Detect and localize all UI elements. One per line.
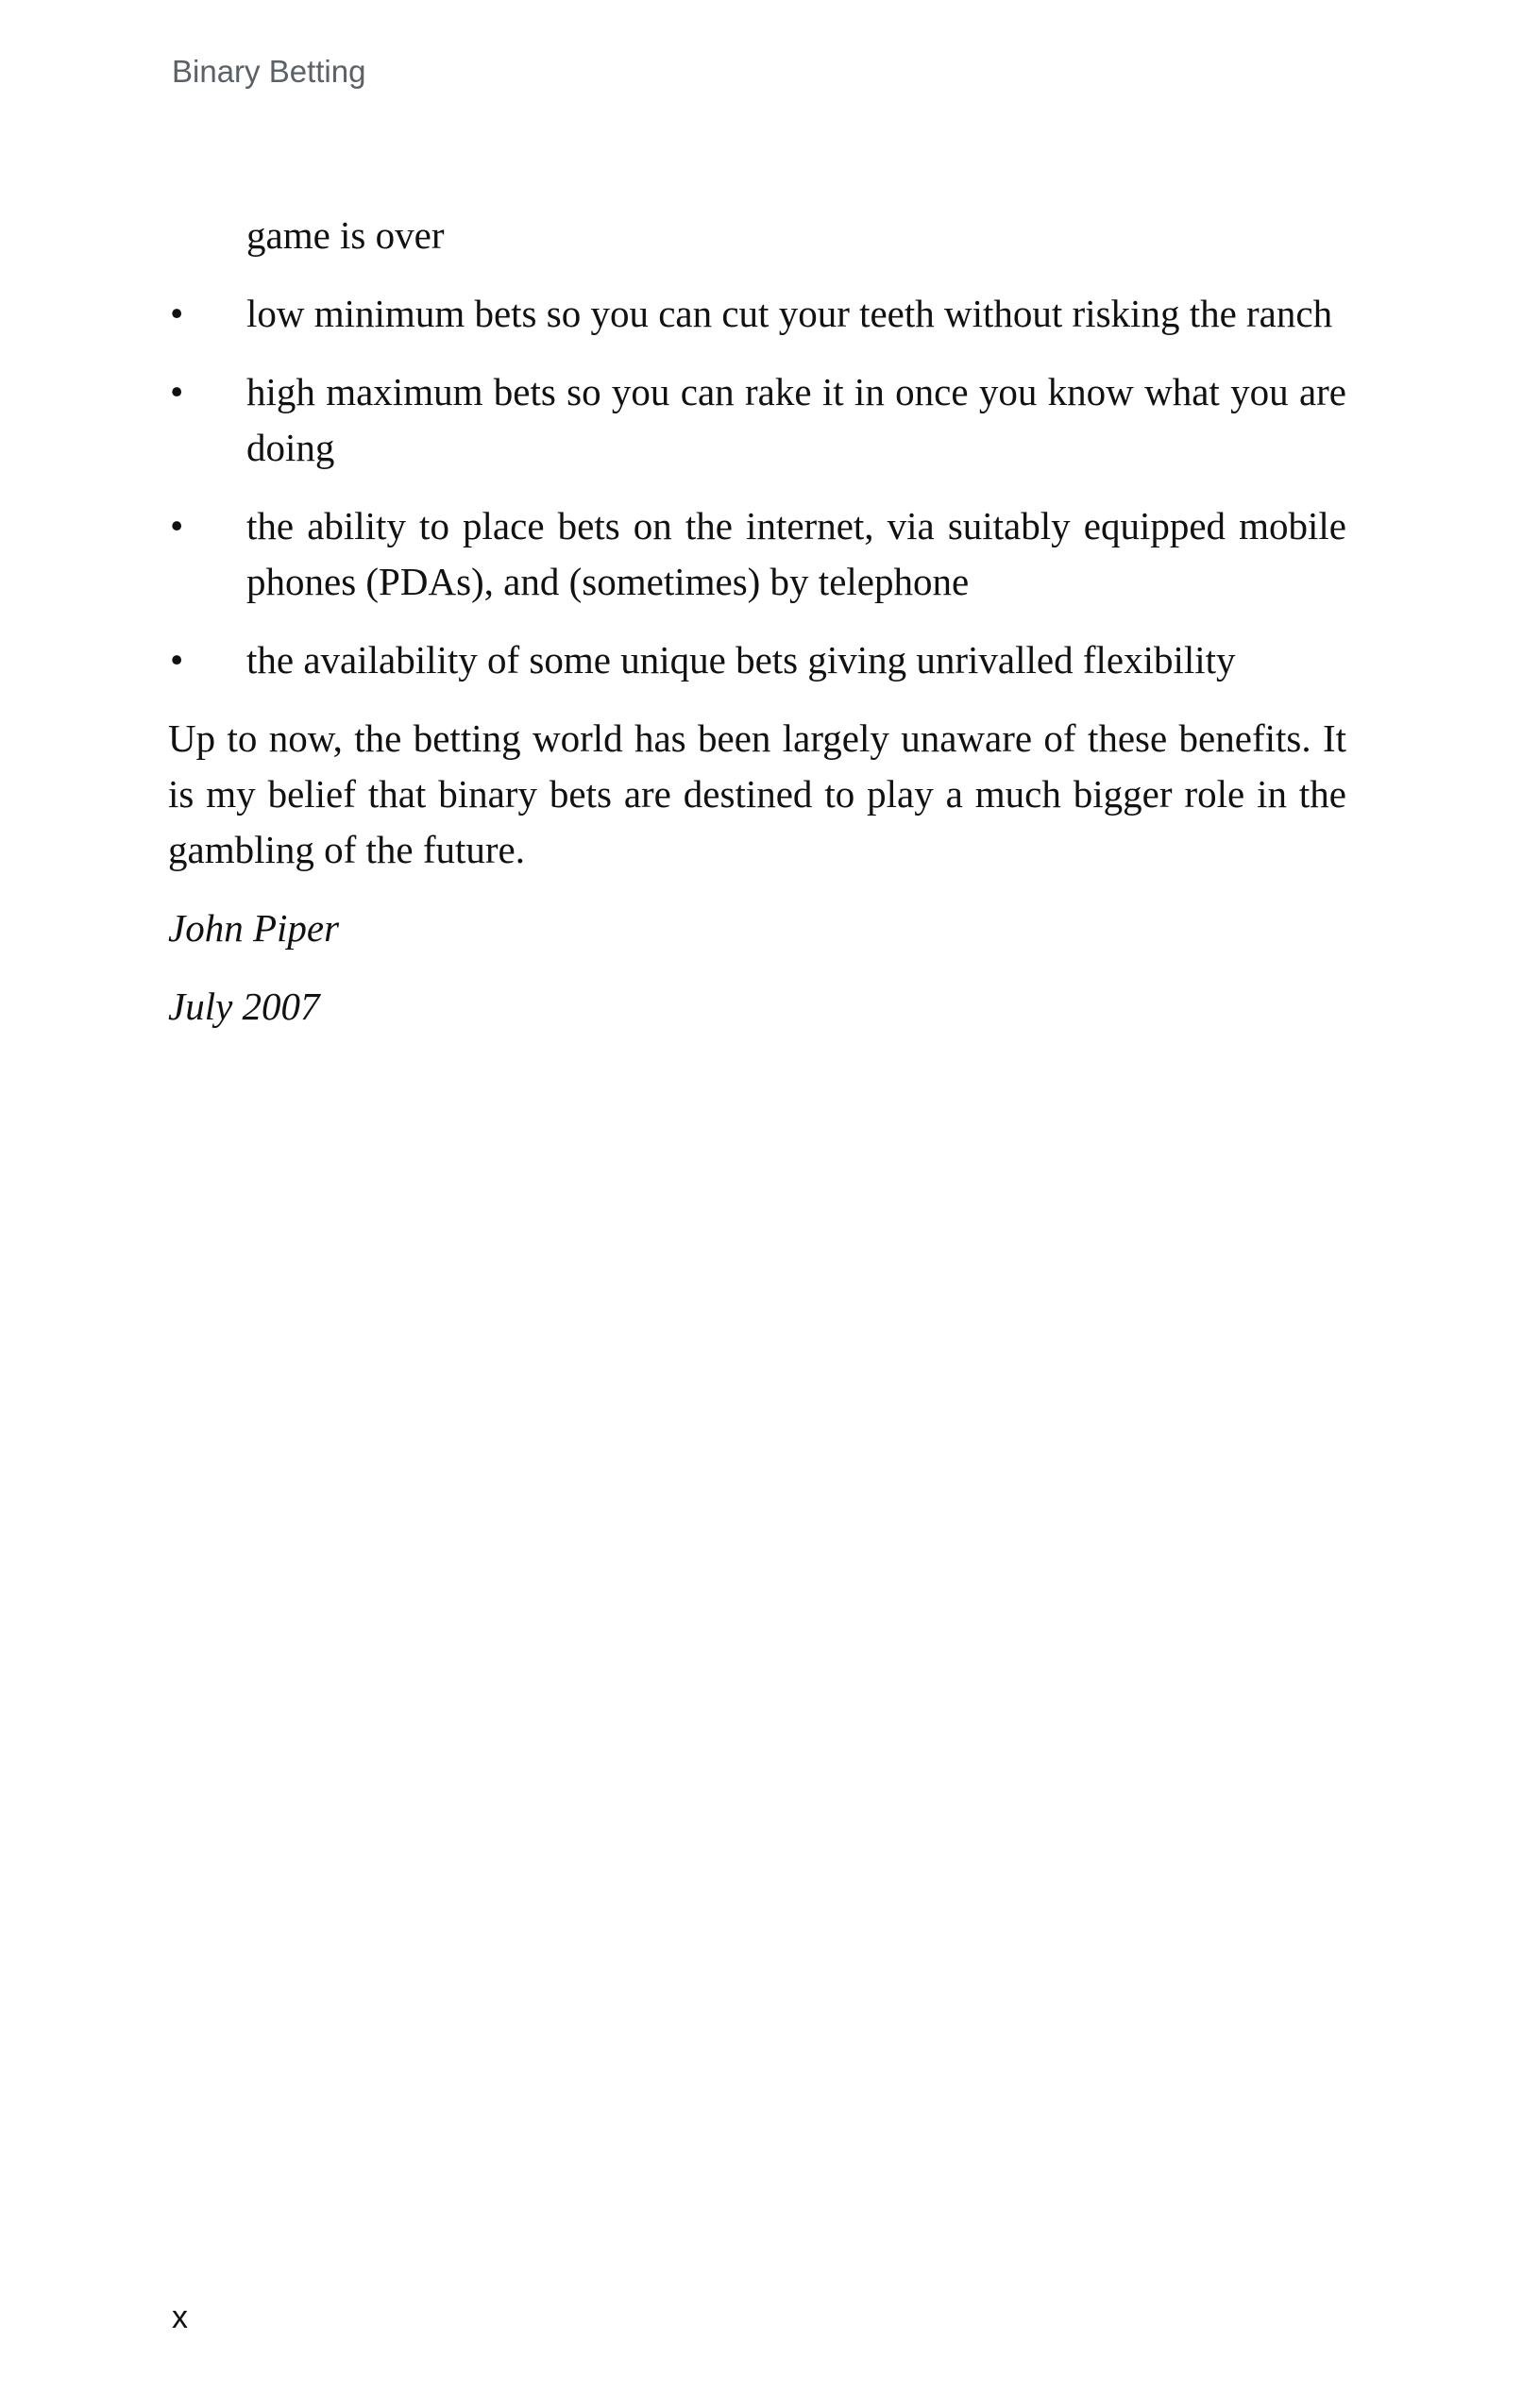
- bullet-icon: •: [170, 292, 184, 335]
- list-item: [168, 632, 1346, 688]
- benefits-list: [168, 286, 1346, 688]
- bullet-icon: •: [170, 504, 184, 547]
- bullet-icon: •: [170, 638, 184, 682]
- list-item: [168, 498, 1346, 610]
- list-item-text: high maximum bets so you can rake it in once you know what you are doing: [246, 370, 1346, 469]
- signature-date: July 2007: [168, 985, 320, 1028]
- author-signature: John Piper: [168, 906, 340, 950]
- list-item-text: the ability to place bets on the internet, via suitably equipped mobile phones (PDAs), and (sometimes) by telephone: [246, 504, 1346, 603]
- list-item-text: low minimum bets so you can cut your teeth without risking the ranch: [246, 292, 1333, 335]
- body-text: [168, 208, 1346, 1057]
- bullet-continuation: game is over: [246, 213, 445, 257]
- bullet-icon: •: [170, 370, 184, 413]
- list-item-text: the availability of some unique bets giving unrivalled flexibility: [246, 638, 1236, 682]
- running-header: Binary Betting: [172, 54, 366, 89]
- list-item: [168, 364, 1346, 476]
- closing-paragraph: Up to now, the betting world has been largely unaware of these benefits. It is my belief that binary bets are destined to play a much bigger role in the gambling of the future.: [168, 716, 1346, 871]
- list-item: [168, 286, 1346, 342]
- page-number: x: [172, 2299, 188, 2335]
